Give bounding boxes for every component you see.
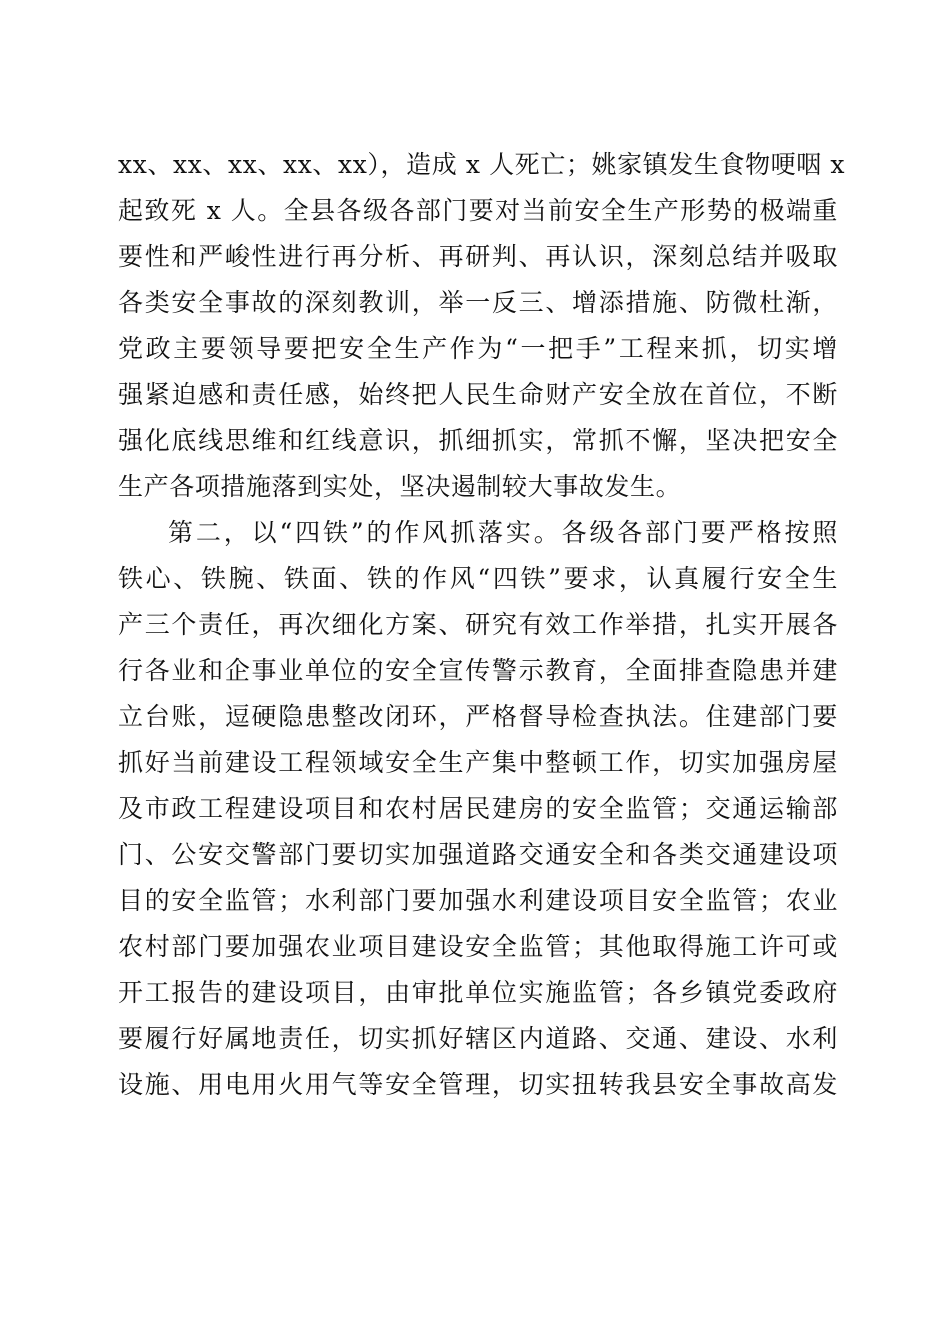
paragraph-2: [118, 510, 838, 1108]
text-line: 强紧迫感和责任感，始终把人民生命财产安全放在首位，不断: [118, 380, 838, 409]
text-line: 铁心、铁腕、铁面、铁的作风“四铁”要求，认真履行安全生: [118, 564, 838, 593]
text-line: 抓好当前建设工程领域安全生产集中整顿工作，切实加强房屋: [118, 748, 838, 777]
text-line: 强化底线思维和红线意识，抓细抓实，常抓不懈，坚决把安全: [118, 426, 838, 455]
body-text: [118, 142, 846, 1108]
text-line: 党政主要领导要把安全生产作为“一把手”工程来抓，切实增: [118, 334, 838, 363]
text-line: 农村部门要加强农业项目建设安全监管；其他取得施工许可或: [118, 932, 838, 961]
text-line: 要性和严峻性进行再分析、再研判、再认识，深刻总结并吸取: [118, 242, 838, 271]
text-line: 设施、用电用火用气等安全管理，切实扭转我县安全事故高发: [118, 1070, 838, 1099]
text-line: 起致死 x 人。全县各级各部门要对当前安全生产形势的极端重: [118, 196, 838, 225]
text-line: 要履行好属地责任，切实抓好辖区内道路、交通、建设、水利: [118, 1024, 838, 1053]
text-line: xx、xx、xx、xx、xx），造成 x 人死亡；姚家镇发生食物哽咽 x: [118, 150, 846, 179]
text-line: 门、公安交警部门要切实加强道路交通安全和各类交通建设项: [118, 840, 838, 869]
text-line: 开工报告的建设项目，由审批单位实施监管；各乡镇党委政府: [118, 978, 838, 1007]
text-line: 行各业和企事业单位的安全宣传警示教育，全面排查隐患并建: [118, 656, 838, 685]
text-line: 生产各项措施落到实处，坚决遏制较大事故发生。: [118, 472, 682, 501]
text-line: 立台账，逗硬隐患整改闭环，严格督导检查执法。住建部门要: [118, 702, 838, 731]
text-line: 及市政工程建设项目和农村居民建房的安全监管；交通运输部: [118, 794, 838, 823]
paragraph-1: [118, 142, 846, 510]
text-line: 各类安全事故的深刻教训，举一反三、增添措施、防微杜渐，: [118, 288, 838, 317]
text-line: 第二，以“四铁”的作风抓落实。各级各部门要严格按照: [168, 518, 838, 547]
text-line: 产三个责任，再次细化方案、研究有效工作举措，扎实开展各: [118, 610, 838, 639]
text-line: 目的安全监管；水利部门要加强水利建设项目安全监管；农业: [118, 886, 838, 915]
